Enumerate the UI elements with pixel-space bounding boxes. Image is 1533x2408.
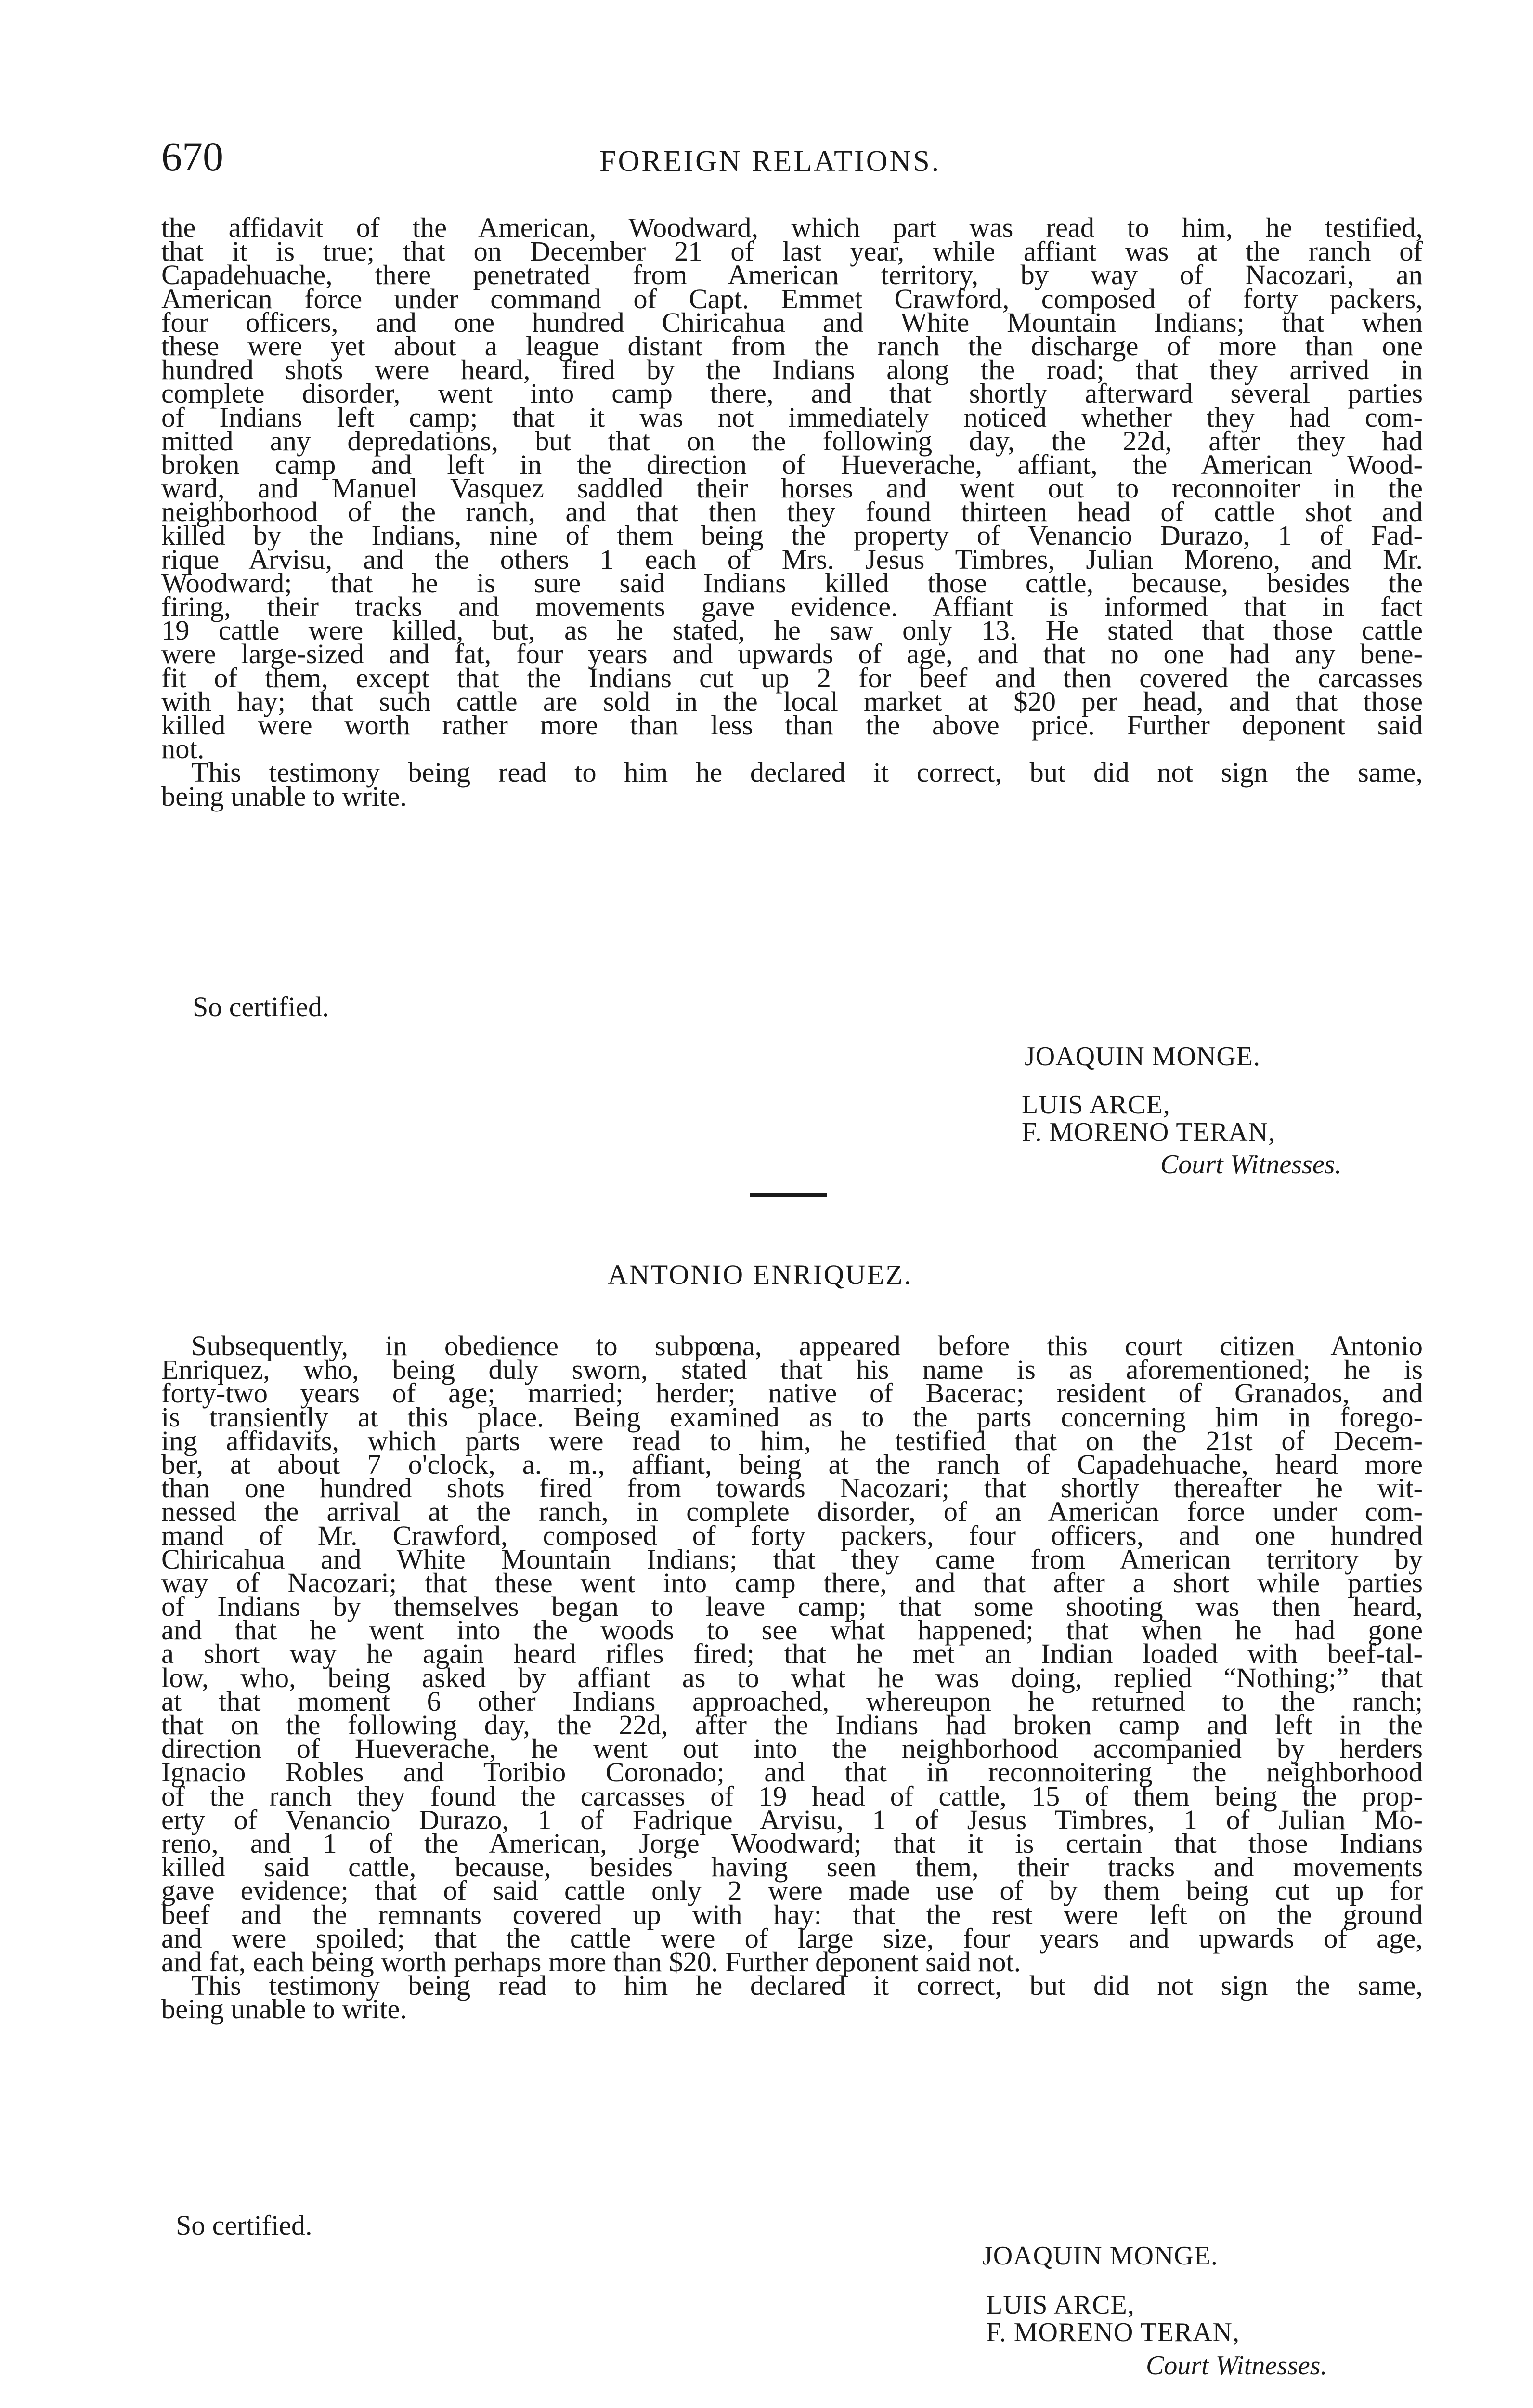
text-line: with hay; that such cattle are sold in the local market at $20 per head, and that those [161,685,1423,717]
text-line: neighborhood of the ranch, and that then they found thirteen head of cattle shot and [161,496,1423,528]
text-line: rique Arvisu, and the others 1 each of Mrs. Jesus Timbres, Julian Moreno, and Mr. [161,543,1423,575]
text-line: Woodward; that he is sure said Indians killed those cattle, because, besides the [161,567,1423,599]
text-line: a short way he again heard rifles fired; that he met an Indian loaded with beef-tal- [161,1638,1423,1670]
signature-arce: LUIS ARCE, [1022,1090,1170,1120]
text-line: of Indians by themselves began to leave camp; that some shooting was then heard, [161,1591,1423,1623]
section-divider [750,1193,827,1197]
signature-teran: F. MORENO TERAN, [986,2317,1240,2347]
text-line: low, who, being asked by affiant as to what he was doing, replied “Nothing;” that [161,1662,1423,1693]
text-line: of Indians left camp; that it was not immediately noticed whether they had com- [161,401,1423,433]
page-number: 670 [161,133,223,180]
text-line: Enriquez, who, being duly sworn, stated that his name is as aforementioned; he is [161,1354,1423,1386]
text-line: beef and the remnants covered up with hay: that the rest were left on the ground [161,1898,1423,1930]
text-line: and were spoiled; that the cattle were of large size, four years and upwards of age, [161,1922,1423,1954]
text-line: American force under command of Capt. Emmet Crawford, composed of forty packers, [161,283,1423,314]
text-line: forty-two years of age; married; herder; native of Bacerac; resident of Granados, and [161,1377,1423,1409]
signature-role: Court Witnesses. [1146,2351,1327,2381]
section-heading: ANTONIO ENRIQUEZ. [608,1259,913,1290]
text-line: and that he went into the woods to see what happened; that when he had gone [161,1614,1423,1646]
text-line: direction of Hueverache, he went out into the neighborhood accompanied by herders [161,1733,1423,1765]
text-line: mitted any depredations, but that on the following day, the 22d, after they had [161,425,1423,457]
testimony-continued [161,212,1423,812]
text-line: fit of them, except that the Indians cut up 2 for beef and then covered the carcasses [161,662,1423,694]
closing-line: This testimony being read to him he declared it correct, but did not sign the same, [191,1970,1423,2002]
text-line: that it is true; that on December 21 of last year, while affiant was at the ranch of [161,236,1423,267]
signature-monge: JOAQUIN MONGE. [1025,1042,1260,1072]
signature-monge: JOAQUIN MONGE. [982,2241,1218,2271]
text-line: is transiently at this place. Being examined as to the parts concerning him in forego- [161,1401,1423,1433]
text-line: Capadehuache, there penetrated from American territory, by way of Nacozari, an [161,259,1423,291]
text-line: nessed the arrival at the ranch, in complete disorder, of an American force under com- [161,1496,1423,1528]
text-line: Subsequently, in obedience to subpœna, appeared before this court citizen Antonio [191,1330,1423,1361]
text-line: 19 cattle were killed, but, as he stated, he saw only 13. He stated that those cattle [161,615,1423,646]
text-line: were large-sized and fat, four years and upwards of age, and that no one had any bene- [161,638,1423,670]
text-line: at that moment 6 other Indians approached, whereupon he returned to the ranch; [161,1685,1423,1717]
text-line: way of Nacozari; that these went into camp there, and that after a short while parties [161,1567,1423,1598]
text-line: ber, at about 7 o'clock, a. m., affiant, being at the ranch of Capadehuache, heard more [161,1448,1423,1480]
text-line: reno, and 1 of the American, Jorge Woodward; that it is certain that those Indians [161,1827,1423,1859]
running-head: FOREIGN RELATIONS. [599,145,941,178]
certification-note: So certified. [193,991,329,1022]
text-line: killed said cattle, because, besides having seen them, their tracks and movements [161,1851,1423,1883]
text-line: than one hundred shots fired from towards Nacozari; that shortly thereafter he wit- [161,1472,1423,1504]
text-line: firing, their tracks and movements gave evidence. Affiant is informed that in fact [161,591,1423,622]
certification-note: So certified. [176,2210,312,2241]
text-line: these were yet about a league distant from the ranch the discharge of more than one [161,330,1423,362]
text-line: erty of Venancio Durazo, 1 of Fadrique Arvisu, 1 of Jesus Timbres, 1 of Julian Mo- [161,1804,1423,1835]
text-line: mand of Mr. Crawford, composed of forty packers, four officers, and one hundred [161,1519,1423,1551]
text-line: killed by the Indians, nine of them being the property of Venancio Durazo, 1 of Fad- [161,520,1423,551]
text-line: gave evidence; that of said cattle only 2 were made use of by them being cut up for [161,1875,1423,1907]
closing-line: being unable to write. [161,780,407,812]
text-line: Chiricahua and White Mountain Indians; that they came from American territory by [161,1543,1423,1575]
text-line: and fat, each being worth perhaps more than $20. Further deponent said not. [161,1946,1021,1977]
text-line: four officers, and one hundred Chiricahua and White Mountain Indians; that when [161,306,1423,338]
text-line: broken camp and left in the direction of Hueverache, affiant, the American Wood- [161,448,1423,480]
text-line: hundred shots were heard, fired by the Indians along the road; that they arrived in [161,354,1423,386]
text-line: not. [161,733,205,765]
text-line: Ignacio Robles and Toribio Coronado; and that in reconnoitering the neighborhood [161,1756,1423,1788]
signature-arce: LUIS ARCE, [986,2290,1135,2320]
testimony-enriquez [161,1330,1423,2025]
text-line: that on the following day, the 22d, after the Indians had broken camp and left in the [161,1709,1423,1741]
closing-line: being unable to write. [161,1993,407,2025]
signature-role: Court Witnesses. [1160,1150,1342,1179]
text-line: of the ranch they found the carcasses of 19 head of cattle, 15 of them being the prop- [161,1780,1423,1812]
text-line: the affidavit of the American, Woodward, which part was read to him, he testified, [161,212,1423,243]
signature-teran: F. MORENO TERAN, [1022,1117,1275,1147]
text-line: ing affidavits, which parts were read to him, he testified that on the 21st of Decem- [161,1425,1423,1456]
closing-line: This testimony being read to him he declared it correct, but did not sign the same, [191,757,1423,788]
text-line: killed were worth rather more than less than the above price. Further deponent said [161,709,1423,741]
text-line: ward, and Manuel Vasquez saddled their horses and went out to reconnoiter in the [161,472,1423,504]
page-header [161,130,1423,183]
text-line: complete disorder, went into camp there, and that shortly afterward several parties [161,378,1423,409]
